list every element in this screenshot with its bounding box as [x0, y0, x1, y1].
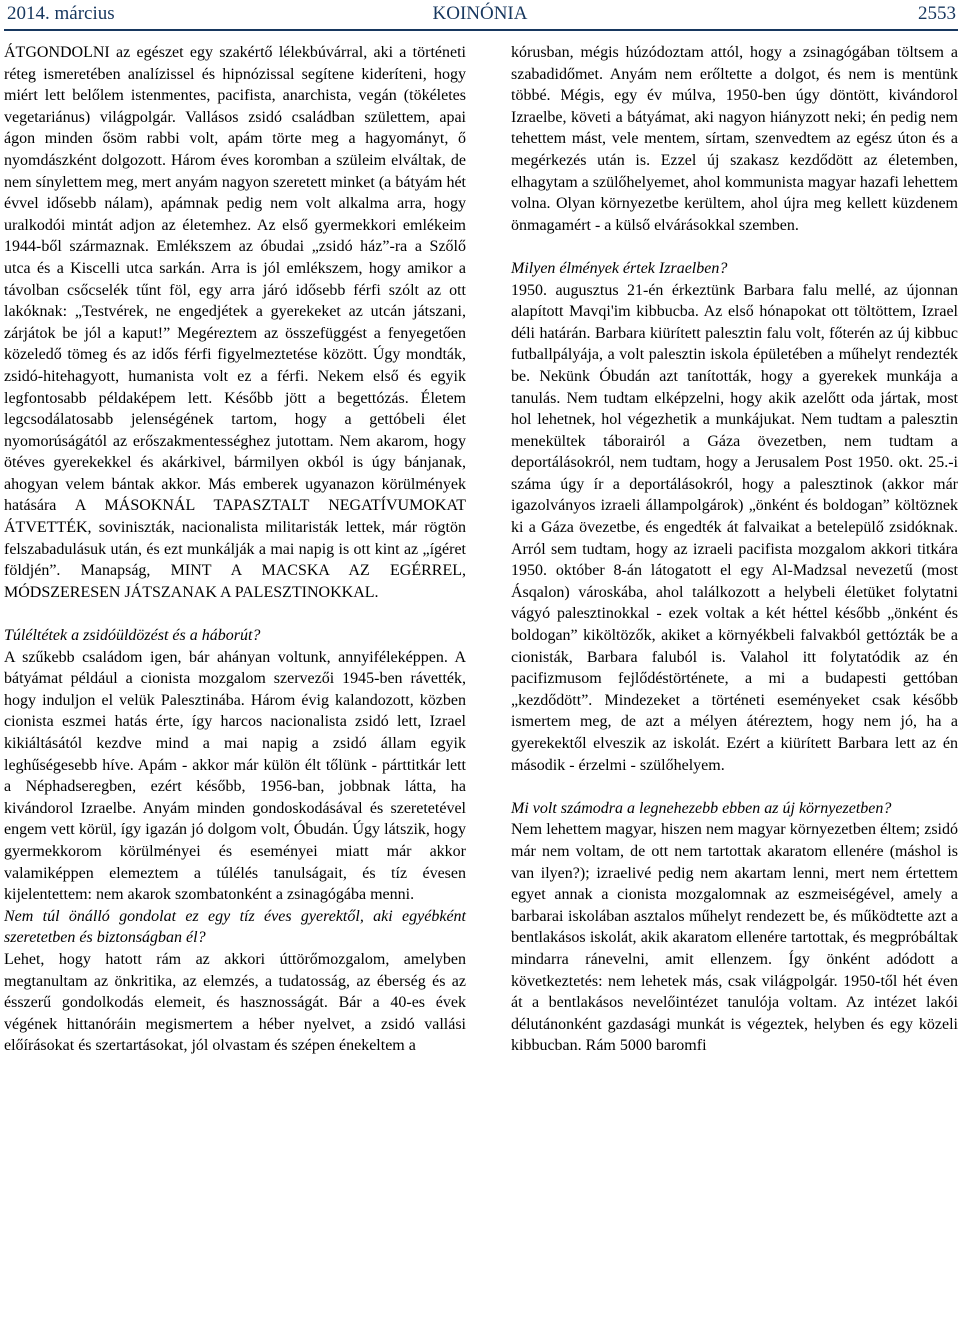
- issue-date: 2014. március: [7, 3, 115, 24]
- journal-title: KOINÓNIA: [432, 3, 528, 24]
- left-column: [4, 42, 466, 1057]
- body-paragraph: Nem lehettem magyar, hiszen nem magyar környezetben éltem; zsidó már nem voltam, de ott nem tartottak akaratom ellenére (máshol is van ilyen?); izraelivé pedig nem akartam lenni, mert nem értettem egyet annak a cionista mozgalomnak az eszmeiségével, amely a barbarai iskolában asztalos műhelyt rendezett be, és működtette azt a bentlakásos iskolát, akik akaratom ellenére tartottak, és megpróbáltak mindarra ránevelni, amit ellenzem. Így önként adódott a következtetés: nem lehetek más, csak világpolgár. 1950-től hét éven át a bentlakásos nevelőintézet tanulója voltam. Az intézet lakói délutánonként gazdasági munkát is végeztek, helyben és egy közeli kibbucban. Rám 5000 baromfi: [511, 821, 958, 1055]
- body-paragraph: A szűkebb családom igen, bár ahányan voltunk, annyiféleképpen. A bátyámat például a cionista mozgalom szervezői 1945-ben rávették, hogy induljon el velük Palesztinába. Három évig kalandozott, közben cionista eszmei hatás érte, így harcos nacionalista zsidó lett, Izrael kikiáltásától kezdve mind a mai napig a zsidó állam egyik leghűségesebb híve. Apám - akkor már külön élt tőlünk - párttitkár lett a Néphadseregben, ezért később, 1956-ban, jobbnak látta, ha kivándorol Izraelbe. Anyám minden gondoskodásával és szeretetével engem vett körül, így igazán jó dolgom volt, Óbudán. Úgy látszik, hogy gyermekkorom körülményei és eseményei miatt már akkor valamiképpen elemeztem a túlélés tanulságait, és tíz évesen kijelentettem: nem akarok szombatonként a zsinagógába menni.: [4, 648, 466, 904]
- body-paragraph: Lehet, hogy hatott rám az akkori úttörőmozgalom, amelyben megtanultam az önkritika, az elemzés, a tudatosság, az éberség és az ésszerű gondolkodás elemeit, és hasznosságát. Bár a 40-es évek végének hittanóráin megismertem a héber nyelvet, a zsidó vallási előírásokat és szertartásokat, jól olvastam és szépen énekeltem a: [4, 950, 466, 1055]
- page-header: [0, 0, 960, 28]
- interview-question: Túléltétek a zsidóüldözést és a háborút?: [4, 627, 261, 645]
- paragraph-spacer: [511, 236, 958, 258]
- interview-question: Mi volt számodra a legnehezebb ebben az új környezetben?: [511, 799, 892, 817]
- interview-question: Milyen élmények értek Izraelben?: [511, 259, 728, 277]
- body-paragraph: 1950. augusztus 21-én érkeztünk Barbara falu mellé, az újonnan alapított Mavqi'im kibbucba. Az első hónapokat ott töltöttem, Izrael déli határán. Barbara kiürített palesztin falu volt, főterén az új kibbuc futballpályája, a volt palesztin iskola épületében a műhelyt rendezték be. Nekünk Óbudán azt tanították, hogy a gyerekek munkája a tanulás. Nem tudtam elképzelni, hogy akik azelőtt oda jártak, most hol lehetnek, hol végezhetik a munkájukat. Nem tudtam a palesztin menekültek táborairól a Gáza övezetben, nem tudtam a deportálásokról, nem tudtam, hogy a Jerusalem Post 1950. okt. 25.-i száma úgy ír a deportálásokról, hogy a palesztinok (akkor már igazolványos izraeli állampolgárok) „önként és boldogan” költöznek ki a Gáza övezetbe, és engedték át falvaikat a betelepülő zsidóknak. Arról sem tudtam, hogy az izraeli pacifista mozgalom akkori titkára 1950. október 8-án látogatott el egy Al-Madzsal nevezetű (most Ásqalon) városkába, ahol találkozott a helybeli életüket folytatni vágyó palesztinokkal - ezek voltak a két héttel később „önként és boldogan” kiköltözők, akiket a környékbeli falvakból gettózták be a cionisták, Barbara faluból is. Valahol itt folytatódik az én pacifizmusom fejlődéstörténete, a mi a budapesti gettóban „kezdődött”. Mindezeket a történeti eseményeket csak később ismertem meg, de azt a mélyen átéreztem, hogy nem jó, ha a gyerekektől elveszik az iskolát. Ezért a kiürített Barbara lett az én második - érzelmi - szülőhelyem.: [511, 281, 958, 774]
- page-number: 2553: [918, 3, 956, 24]
- body-paragraph: ÁTGONDOLNI az egészet egy szakértő lélekbúvárral, aki a történeti réteg ismeretében analízissel és hipnózissal segítene kideríteni, hogy miért lett belőlem istenmentes, pacifista, anarchista, vegán (tökéletes vegetariánus) világpolgár. Vallásos zsidó családban születtem, apai ágon minden ősöm rabbi volt, apám törte meg a hagyományt, ő nyomdászként dolgozott. Három éves koromban a szüleim elváltak, de nem sínylettem meg, mert anyám nagyon szeretett minket (a bátyám hét évvel idősebb nálam), apámnak pedig nem volt alkalma arra, hogy uralkodói mintát adjon az életemhez. Az első gyermekkori emlékeim 1944-ből származnak. Emlékszem az óbudai „zsidó ház”-ra a Szőlő utca és a Kiscelli utca sarkán. Arra is jól emlékszem, hogy amikor a távolban csőcselék tűnt föl, egy arra járó idősebb férfi szólt az ott lakóknak: „Testvérek, ne engedjétek a gyerekeket az utcán játszani, zárjátok be jól a kaput!” Megéreztem az összefüggést a fenyegetően közeledő tömeg és az idős férfi figyelmeztetése között. Úgy mondták, zsidó-hitehagyott, humanista volt ez a férfi. Nekem első és egyik legfontosabb példaképem lett. Később jött a begettózás. Életem legcsodálatosabb jelenségének tartom, hogy a gettóbeli élet nyomorúságától az erőszakmentességhez jutottam. Nem akarom, hogy ötéves gyerekekkel és akárkivel, bármilyen okból is úgy bánjanak, ahogyan velem bántak akkor. Más emberek ugyanazon körülmények hatására A MÁSOKNÁL TAPASZTALT NEGATÍVUMOKAT ÁTVETTÉK, soviniszták, nacionalista militaristák lettek, már rögtön felszabadulásuk után, és ezt munkálják a mai napig is ott kint az „ígéret földjén”. Manapság, MINT A MACSKA AZ EGÉRREL, MÓDSZERESEN JÁTSZANAK A PALESZTINOKKAL.: [4, 44, 466, 601]
- body-paragraph: kórusban, mégis húzódoztam attól, hogy a zsinagógában töltsem a szabadidőmet. Anyám nem erőltette a dolgot, és nem is mentünk többé. Mégis, egy év múlva, 1950-ben úgy döntött, kivándorol Izraelbe, követi a bátyámat, aki nagyon hiányzott neki; én pedig nem tehettem mást, vele mentem, sírtam, szenvedtem az egész úton és a megérkezés után is. Ezzel új szakasz kezdődött az életemben, elhagytam a szülőhelyemet, ahol kommunista magyar hazafi lehettem volna. Olyan környezetbe kerültem, ahol újra meg kellett küzdenem önmagamért - a külső elvárásokkal szemben.: [511, 44, 958, 234]
- right-column: [511, 42, 958, 1057]
- paragraph-spacer: [4, 603, 466, 625]
- header-rule: [4, 29, 958, 31]
- paragraph-spacer: [511, 776, 958, 798]
- interview-question: Nem túl önálló gondolat ez egy tíz éves gyerektől, aki egyébként szeretetben és biztonságban él?: [4, 907, 466, 947]
